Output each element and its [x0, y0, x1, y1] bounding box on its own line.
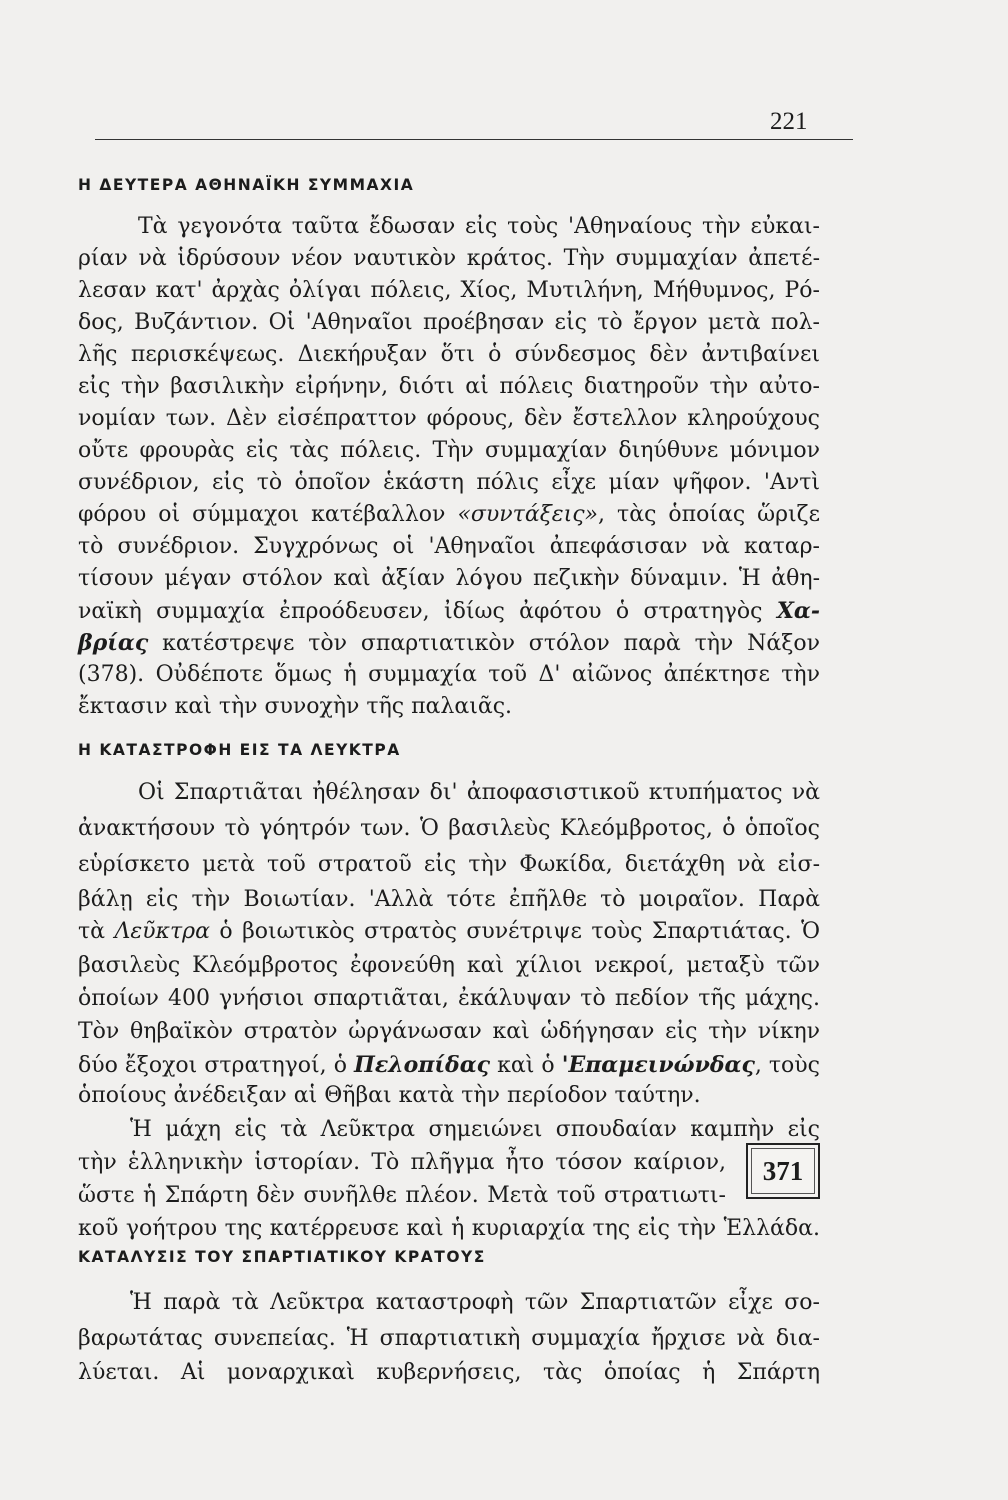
paragraph-line [78, 917, 820, 947]
paragraph-line [78, 596, 820, 627]
section-heading-dissolution-spartan-state: ΚΑΤΑΛΥΣΙΣ ΤΟΥ ΣΠΑΡΤΙΑΤΙΚΟΥ ΚΡΑΤΟΥΣ [78, 1248, 486, 1266]
line-text: τὰ [78, 919, 106, 944]
paragraph-line: ἀνακτήσουν τὸ γόητρόν των. Ὁ βασιλεὺς Κλεόμβροτος, ὁ ὁποῖος [78, 816, 820, 841]
term-leuctra: Λεῦκτρα [114, 919, 210, 944]
paragraph-line: λύεται. Αἱ μοναρχικαὶ κυβερνήσεις, τὰς ὁποίας ἡ Σπάρτη [78, 1360, 820, 1385]
paragraph-line: (378). Οὐδέποτε ὅμως ἡ συμμαχία τοῦ Δ' αἰῶνος ἀπέκτησε τὴν [78, 662, 820, 687]
paragraph-line: βασιλεὺς Κλεόμβροτος ἐφονεύθη καὶ χίλιοι νεκροί, μεταξὺ τῶν [78, 953, 820, 978]
line-text: φόρου οἱ σύμμαχοι κατέβαλλον [78, 502, 446, 527]
paragraph-line: δος, Βυζάντιον. Οἱ 'Αθηναῖοι προέβησαν εἰς τὸ ἔργον μετὰ πολ- [78, 310, 820, 335]
paragraph-line: ὁποίους ἀνέδειξαν αἱ Θῆβαι κατὰ τὴν περίοδον ταύτην. [78, 1083, 701, 1108]
paragraph-line: Τὸν θηβαϊκὸν στρατὸν ὠργάνωσαν καὶ ὡδήγησαν εἰς τὴν νίκην [78, 1019, 820, 1044]
paragraph-line: βάλῃ εἰς τὴν Βοιωτίαν. 'Αλλὰ τότε ἐπῆλθε τὸ μοιραῖον. Παρὰ [78, 887, 820, 912]
paragraph-line: τὴν ἑλληνικὴν ἱστορίαν. Τὸ πλῆγμα ἦτο τόσον καίριον, [78, 1150, 726, 1175]
paragraph-line: τίσουν μέγαν στόλον καὶ ἀξίαν λόγου πεζικὴν δύναμιν. Ἡ ἀθη- [78, 566, 820, 591]
section-number-box: 371 [746, 1143, 820, 1199]
line-text: , τοὺς [754, 1053, 820, 1078]
paragraph-line: Ἡ μάχη εἰς τὰ Λεῦκτρα σημειώνει σπουδαίαν καμπὴν εἰς [130, 1117, 820, 1142]
term-pelopidas: Πελοπίδας [354, 1052, 491, 1078]
paragraph-line: τὸ συνέδριον. Συγχρόνως οἱ 'Αθηναῖοι ἀπεφάσισαν νὰ καταρ- [78, 534, 820, 559]
paragraph-line: εἰς τὴν βασιλικὴν εἰρήνην, διότι αἱ πόλεις διατηροῦν τὴν αὐτο- [78, 374, 820, 399]
paragraph-line: βαρωτάτας συνεπείας. Ἡ σπαρτιατικὴ συμμαχία ἤρχισε νὰ δια- [78, 1326, 820, 1351]
paragraph-line [78, 1050, 820, 1081]
paragraph-line: Οἱ Σπαρτιᾶται ἠθέλησαν δι' ἀποφασιστικοῦ κτυπήματος νὰ [138, 780, 820, 805]
section-heading-second-athenian-alliance: Η ΔΕΥΤΕΡΑ ΑΘΗΝΑΪΚΗ ΣΥΜΜΑΧΙΑ [78, 176, 415, 194]
paragraph-line: οὔτε φρουρὰς εἰς τὰς πόλεις. Τὴν συμμαχίαν διηύθυνε μόνιμον [78, 438, 820, 463]
paragraph-line: κοῦ γοήτρου της κατέρρευσε καὶ ἡ κυριαρχία της εἰς τὴν Ἑλλάδα. [78, 1216, 820, 1241]
paragraph-line: ἔκτασιν καὶ τὴν συνοχὴν τῆς παλαιᾶς. [78, 694, 513, 719]
paragraph-line [78, 500, 820, 530]
paragraph-line [78, 628, 820, 659]
section-heading-leuctra: Η ΚΑΤΑΣΤΡΟΦΗ ΕΙΣ ΤΑ ΛΕΥΚΤΡΑ [78, 741, 401, 759]
term-epaminondas: 'Επαμεινώνδας [561, 1052, 755, 1078]
line-text: ναϊκὴ συμμαχία ἐπροόδευσεν, ἰδίως ἀφότου ὁ στρατηγὸς [78, 599, 763, 624]
paragraph-line: Ἡ παρὰ τὰ Λεῦκτρα καταστροφὴ τῶν Σπαρτιατῶν εἶχε σο- [130, 1290, 820, 1315]
line-text: κατέστρεψε τὸν σπαρτιατικὸν στόλον παρὰ τὴν Νάξον [162, 631, 820, 656]
header-rule [95, 139, 853, 140]
paragraph-line: ρίαν νὰ ἱδρύσουν νέον ναυτικὸν κράτος. Τὴν συμμαχίαν ἀπετέ- [78, 246, 820, 271]
line-text: ὁ βοιωτικὸς στρατὸς συνέτριψε τοὺς Σπαρτιάτας. Ὁ [219, 919, 821, 944]
paragraph-line: ὁποίων 400 γνήσιοι σπαρτιᾶται, ἐκάλυψαν τὸ πεδίον τῆς μάχης. [78, 986, 820, 1011]
line-text: καὶ ὁ [497, 1053, 555, 1078]
term-chabrias-cont: βρίας [78, 630, 149, 656]
paragraph-line: εὑρίσκετο μετὰ τοῦ στρατοῦ εἰς τὴν Φωκίδα, διετάχθη νὰ εἰσ- [78, 852, 820, 877]
paragraph-line: λεσαν κατ' ἀρχὰς ὀλίγαι πόλεις, Χίος, Μυτιλήνη, Μήθυμνος, Ρό- [78, 278, 820, 303]
line-text: δύο ἔξοχοι στρατηγοί, ὁ [78, 1053, 347, 1078]
line-text: , τὰς ὁποίας ὥριζε [598, 502, 820, 527]
paragraph-line: ὥστε ἡ Σπάρτη δὲν συνῆλθε πλέον. Μετὰ τοῦ στρατιωτι- [78, 1183, 726, 1208]
paragraph-line: νομίαν των. Δὲν εἰσέπραττον φόρους, δὲν ἔστελλον κληρούχους [78, 406, 820, 431]
paragraph-line: συνέδριον, εἰς τὸ ὁποῖον ἑκάστη πόλις εἶχε μίαν ψῆφον. 'Αντὶ [78, 470, 820, 495]
term-syntaxeis: «συντάξεις» [457, 502, 599, 527]
paragraph-line: λῆς περισκέψεως. Διεκήρυξαν ὅτι ὁ σύνδεσμος δὲν ἀντιβαίνει [78, 342, 820, 367]
paragraph-line: Τὰ γεγονότα ταῦτα ἔδωσαν εἰς τοὺς 'Αθηναίους τὴν εὐκαι- [138, 214, 820, 239]
term-chabrias: Χα- [776, 598, 820, 624]
page-number: 221 [770, 108, 808, 135]
